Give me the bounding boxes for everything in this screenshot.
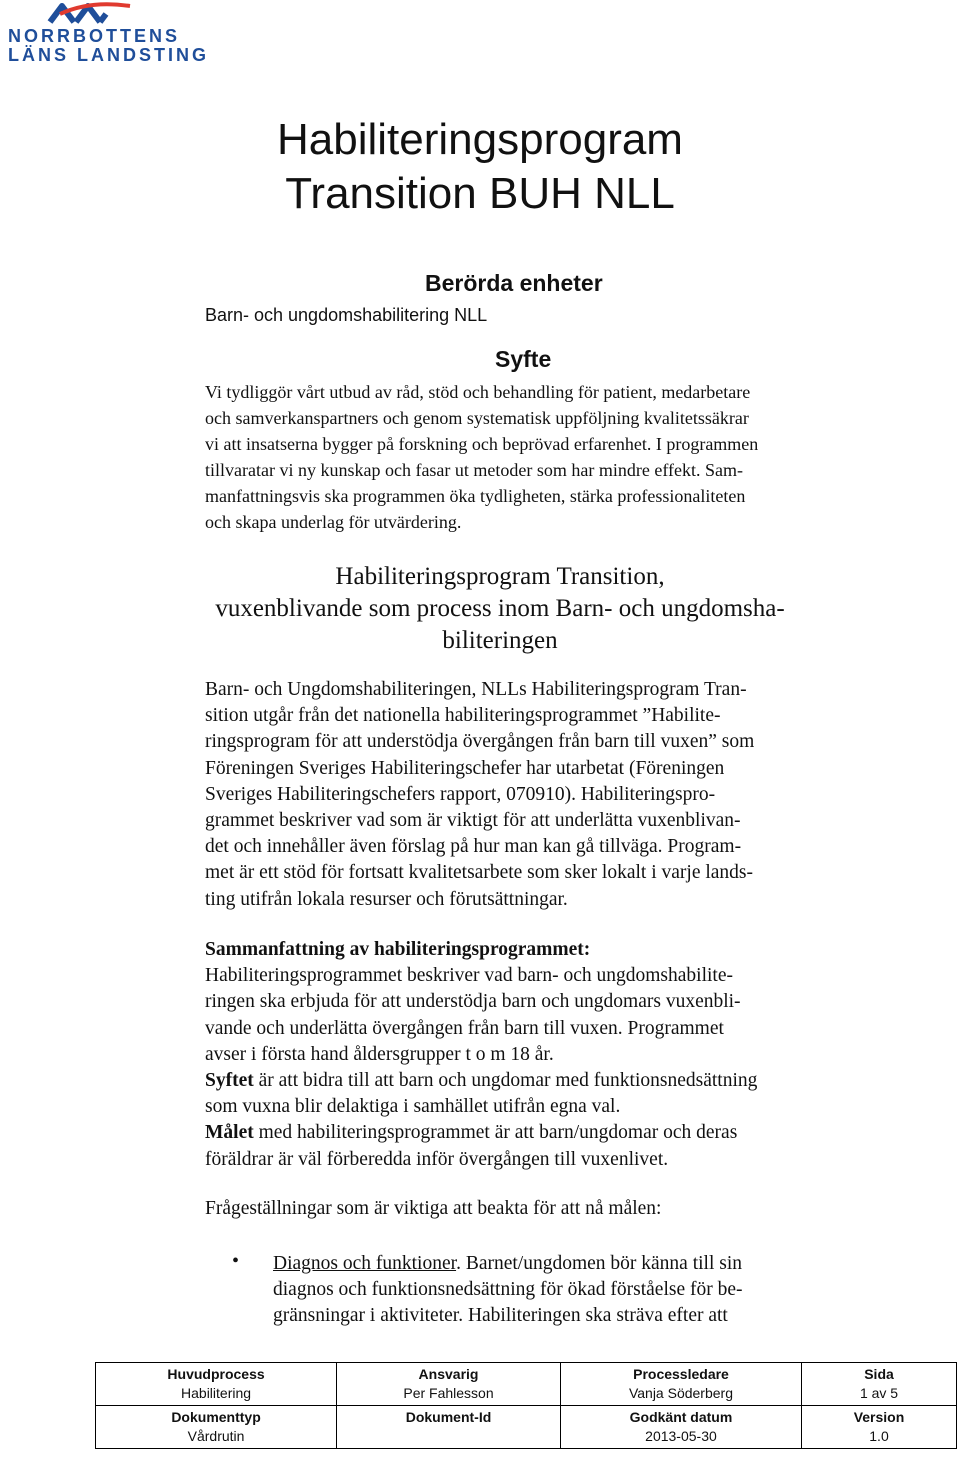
footer-cell-ansvarig xyxy=(337,1363,561,1406)
dokumentid-label: Dokument-Id xyxy=(405,1409,492,1425)
version-label: Version xyxy=(853,1409,905,1425)
purpose-line: Vi tydliggör vårt utbud av råd, stöd och behandling för patient, medarbetare xyxy=(205,382,751,402)
bullet-item xyxy=(273,1251,853,1330)
document-title-line-2: Transition BUH NLL xyxy=(285,169,675,218)
ansvarig-label: Ansvarig xyxy=(418,1366,479,1382)
footer-cell-version xyxy=(802,1406,957,1449)
section-heading xyxy=(160,561,840,657)
godkant-value: 2013-05-30 xyxy=(645,1428,717,1444)
logo-line-1: NORRBOTTENS xyxy=(8,26,180,46)
purpose-line: manfattningsvis ska programmen öka tydligheten, stärka professionaliteten xyxy=(205,486,746,506)
document-title-line-1: Habiliteringsprogram xyxy=(277,115,683,164)
purpose-paragraph xyxy=(205,379,845,535)
section-heading-line: Habiliteringsprogram Transition, xyxy=(335,563,665,590)
units-text: Barn- och ungdomshabilitering NLL xyxy=(205,305,488,325)
bullet-dot-icon: • xyxy=(232,1250,240,1272)
bullet-text: . Barnet/ungdomen bör känna till sin xyxy=(456,1253,743,1274)
dokumentid-value xyxy=(341,1427,556,1446)
section-paragraph xyxy=(205,677,845,913)
section-line: grammet beskriver vad som är viktigt för att underlätta vuxenblivan- xyxy=(205,810,741,832)
section-line: ting utifrån lokala resurser och förutsättningar. xyxy=(205,888,568,910)
section-heading-line: biliteringen xyxy=(442,627,558,654)
footer-cell-godkant xyxy=(560,1406,801,1449)
footer-cell-dokumenttyp xyxy=(96,1406,337,1449)
summary-line: ringen ska erbjuda för att understödja barn och ungdomars vuxenbli- xyxy=(205,991,741,1013)
sida-label: Sida xyxy=(864,1366,894,1382)
summary-line: avser i första hand åldersgrupper t o m 18 år. xyxy=(205,1043,554,1065)
questions-intro: Frågeställningar som är viktiga att beakta för att nå målen: xyxy=(205,1198,662,1219)
section-line: det och innehåller även förslag på hur man kan gå tillväga. Program- xyxy=(205,836,742,858)
syftet-line xyxy=(205,1068,845,1094)
footer-cell-dokumentid xyxy=(337,1406,561,1449)
sida-value: 1 av 5 xyxy=(859,1385,899,1401)
section-line: met är ett stöd för fortsatt kvalitetsarbete som sker lokalt i varje lands- xyxy=(205,862,753,884)
footer-cell-processledare xyxy=(560,1363,801,1406)
section-line: Föreningen Sveriges Habiliteringschefer har utarbetat (Föreningen xyxy=(205,757,725,779)
footer-cell-sida xyxy=(802,1363,957,1406)
units-heading: Berörda enheter xyxy=(425,270,603,296)
purpose-line: vi att insatserna bygger på forskning och beprövad erfarenhet. I programmen xyxy=(205,434,759,454)
organization-logo xyxy=(0,0,209,70)
malet-label: Målet xyxy=(205,1122,254,1144)
syftet-text: är att bidra till att barn och ungdomar med funktionsnedsättning xyxy=(253,1070,758,1092)
huvudprocess-label: Huvudprocess xyxy=(167,1366,265,1382)
version-value: 1.0 xyxy=(869,1428,889,1444)
summary-line: Habiliteringsprogrammet beskriver vad barn- och ungdomshabilite- xyxy=(205,965,733,987)
purpose-line: tillvaratar vi ny kunskap och fasar ut metoder som har mindre effekt. Sam- xyxy=(205,460,744,480)
processledare-label: Processledare xyxy=(633,1366,729,1382)
syftet-label: Syftet xyxy=(205,1070,254,1092)
bullet-line-3: gränsningar i aktiviteter. Habiliteringen ska sträva efter att xyxy=(273,1305,728,1327)
bullet-line-2: diagnos och funktionsnedsättning för ökad förståelse för be- xyxy=(273,1279,743,1301)
godkant-label: Godkänt datum xyxy=(629,1409,733,1425)
summary-block xyxy=(205,937,845,1173)
summary-heading: Sammanfattning av habiliteringsprogrammet: xyxy=(205,939,591,960)
dokumenttyp-value: Vårdrutin xyxy=(187,1428,245,1444)
section-line: Barn- och Ungdomshabiliteringen, NLLs Habiliteringsprogram Tran- xyxy=(205,679,747,700)
dokumenttyp-label: Dokumenttyp xyxy=(171,1409,261,1425)
purpose-line: och skapa underlag för utvärdering. xyxy=(205,512,462,532)
section-line: Sveriges Habiliteringschefers rapport, 070910). Habiliteringspro- xyxy=(205,783,716,805)
logo-mark-icon xyxy=(40,0,150,28)
diagnosis-link[interactable]: Diagnos och funktioner xyxy=(273,1253,457,1274)
section-heading-line: vuxenblivande som process inom Barn- och ungdomsha- xyxy=(215,595,785,622)
purpose-heading: Syfte xyxy=(495,346,552,372)
processledare-value: Vanja Söderberg xyxy=(628,1385,733,1401)
purpose-line: och samverkanspartners och genom systematisk uppföljning kvalitetssäkrar xyxy=(205,408,749,428)
summary-line: vande och underlätta övergången från barn till vuxen. Programmet xyxy=(205,1017,724,1039)
ansvarig-value: Per Fahlesson xyxy=(403,1385,494,1401)
malet-line xyxy=(205,1120,845,1146)
section-line: sition utgår från det nationella habiliteringsprogrammet ”Habilite- xyxy=(205,705,721,727)
malet-line-2: föräldrar är väl förberedda inför övergången till vuxenlivet. xyxy=(205,1148,669,1170)
footer-cell-huvudprocess xyxy=(96,1363,337,1406)
logo-line-2: LÄNS LANDSTING xyxy=(8,45,209,65)
footer-table xyxy=(95,1362,957,1449)
malet-text: med habiliteringsprogrammet är att barn/ungdomar och deras xyxy=(253,1122,738,1144)
huvudprocess-value: Habilitering xyxy=(181,1385,252,1401)
syftet-line-2: som vuxna blir delaktiga i samhället utifrån egna val. xyxy=(205,1096,621,1118)
section-line: ringsprogram för att understödja övergången från barn till vuxen” som xyxy=(205,731,755,753)
